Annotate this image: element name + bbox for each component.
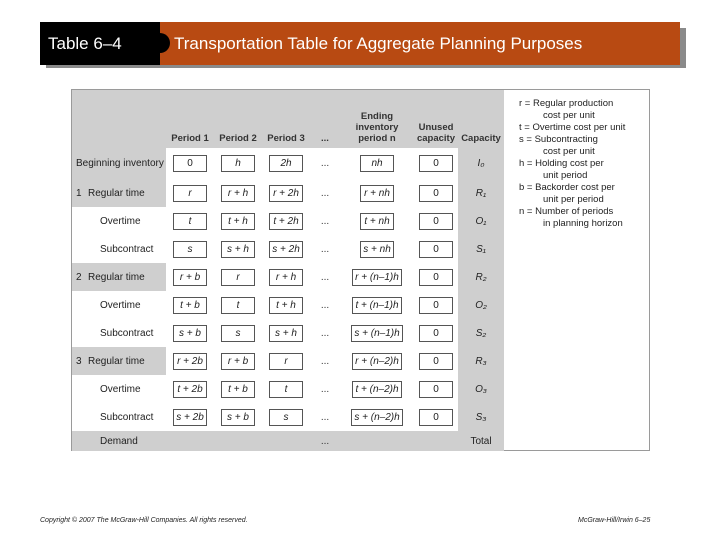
transportation-table [72, 90, 504, 451]
cost-value: 2h [269, 155, 303, 172]
cost-cell [262, 375, 310, 403]
table-row [72, 375, 504, 403]
cost-value: t + h [221, 213, 255, 230]
cost-value: s + 2h [269, 241, 303, 258]
cost-value: 0 [419, 353, 453, 370]
capacity-value: R₁ [475, 187, 487, 199]
demand-cell [262, 431, 310, 451]
column-header: Unused capacity [414, 90, 458, 148]
cost-cell [414, 347, 458, 375]
row-label [72, 148, 166, 179]
cost-cell [166, 403, 214, 431]
cost-value: s + (n–1)h [351, 325, 402, 342]
table-row [72, 148, 504, 179]
cost-cell [414, 263, 458, 291]
cost-cell [340, 148, 414, 179]
row-label-text: Regular time [88, 187, 145, 199]
capacity-value: R₂ [475, 271, 487, 283]
cost-value: t + (n–1)h [352, 297, 401, 314]
cost-cell [340, 403, 414, 431]
row-label [72, 179, 166, 207]
cost-cell [340, 375, 414, 403]
legend-entry [519, 122, 649, 133]
cost-cell [340, 207, 414, 235]
transportation-table-figure [71, 89, 650, 451]
page-number: McGraw-Hill/Irwin 6–25 [578, 517, 651, 524]
capacity-value: O₂ [475, 299, 487, 311]
cost-value: t [173, 213, 207, 230]
row-label-text: Regular time [88, 355, 145, 367]
legend-entry [519, 206, 649, 229]
table-row [72, 207, 504, 235]
table-row [72, 403, 504, 431]
capacity-cell [458, 291, 504, 319]
cost-cell [340, 235, 414, 263]
cost-value: 0 [419, 381, 453, 398]
header-bullet [150, 33, 170, 53]
cost-cell [414, 291, 458, 319]
cost-cell [262, 179, 310, 207]
capacity-cell [458, 235, 504, 263]
cost-value: nh [360, 155, 394, 172]
demand-cell [166, 431, 214, 451]
cost-value: r + b [221, 353, 255, 370]
capacity-cell [458, 347, 504, 375]
cost-cell [414, 319, 458, 347]
cost-cell [310, 179, 340, 207]
cost-value: r + (n–2)h [352, 353, 402, 370]
ellipsis: ... [320, 158, 330, 169]
cost-cell [214, 319, 262, 347]
legend-line: unit per period [543, 194, 604, 205]
cost-value: 0 [419, 241, 453, 258]
ellipsis: ... [320, 215, 330, 227]
column-header: Period 2 [214, 90, 262, 148]
cost-value: t [221, 297, 255, 314]
row-label-text: Subcontract [100, 411, 154, 423]
legend-line: s = Subcontracting [519, 134, 598, 145]
cost-value: r [269, 353, 303, 370]
ellipsis: ... [320, 187, 330, 199]
row-label-text: Overtime [100, 299, 141, 311]
row-label-text: Overtime [100, 215, 141, 227]
column-header: ... [310, 90, 340, 148]
legend-line: r = Regular production [519, 98, 614, 109]
cost-cell [166, 291, 214, 319]
copyright-text: Copyright © 2007 The McGraw-Hill Companies. All rights reserved. [40, 517, 248, 524]
cost-value: t + b [173, 297, 207, 314]
row-label [72, 207, 166, 235]
table-header-row [72, 90, 504, 148]
cost-cell [166, 179, 214, 207]
cost-cell [262, 347, 310, 375]
cost-value: r + h [269, 269, 303, 286]
table-row [72, 263, 504, 291]
cost-cell [166, 207, 214, 235]
cost-value: s + h [269, 325, 303, 342]
cost-cell [214, 291, 262, 319]
cost-value: 0 [419, 269, 453, 286]
row-label-text: Regular time [88, 271, 145, 283]
period-number: 1 [76, 187, 82, 199]
cost-value: s + h [221, 241, 255, 258]
cost-cell [214, 263, 262, 291]
cost-value: s + (n–2)h [351, 409, 402, 426]
cost-cell [262, 207, 310, 235]
table-row [72, 235, 504, 263]
row-label [72, 375, 166, 403]
demand-label: Demand [72, 431, 166, 451]
capacity-value: O₃ [475, 383, 487, 395]
cost-cell [310, 375, 340, 403]
capacity-value: S₁ [476, 243, 486, 255]
cost-cell [340, 263, 414, 291]
cost-value: t + b [221, 381, 255, 398]
legend-line: n = Number of periods [519, 206, 614, 217]
cost-cell [214, 148, 262, 179]
cost-value: t + h [269, 297, 303, 314]
table-number-label: Table 6–4 [40, 22, 160, 65]
cost-cell [414, 403, 458, 431]
cost-value: r + (n–1)h [352, 269, 402, 286]
table-row [72, 319, 504, 347]
cost-cell [214, 347, 262, 375]
row-label-text: Subcontract [100, 243, 154, 255]
ellipsis: ... [320, 271, 330, 283]
cost-cell [262, 235, 310, 263]
total-label: Total [458, 431, 504, 451]
cost-value: t + nh [360, 213, 394, 230]
cost-cell [262, 148, 310, 179]
legend-line: unit period [543, 170, 588, 181]
cost-value: 0 [419, 185, 453, 202]
legend-line: h = Holding cost per [519, 158, 604, 169]
cost-cell [214, 179, 262, 207]
cost-value: t + 2h [269, 213, 303, 230]
legend-line: b = Backorder cost per [519, 182, 615, 193]
legend-entry [519, 134, 649, 157]
legend-line: in planning horizon [543, 218, 623, 229]
cost-cell [214, 403, 262, 431]
capacity-value: R₃ [475, 355, 487, 367]
cost-cell [166, 319, 214, 347]
cost-value: s [221, 325, 255, 342]
table-row [72, 291, 504, 319]
cost-legend [519, 98, 649, 230]
cost-value: r + nh [360, 185, 394, 202]
cost-value: r + h [221, 185, 255, 202]
cost-cell [262, 263, 310, 291]
column-header: Period 1 [166, 90, 214, 148]
page-title: Transportation Table for Aggregate Planning Purposes [160, 22, 680, 65]
ellipsis: ... [320, 327, 330, 339]
cost-value: t + (n–2)h [352, 381, 401, 398]
capacity-value: S₃ [475, 411, 487, 423]
cost-value: s [269, 409, 303, 426]
legend-entry [519, 98, 649, 121]
column-header: Capacity [458, 90, 504, 148]
capacity-cell [458, 375, 504, 403]
period-number: 3 [76, 355, 82, 367]
cost-value: s + b [173, 325, 207, 342]
cost-value: r + b [173, 269, 207, 286]
ellipsis: ... [320, 299, 330, 311]
cost-cell [166, 263, 214, 291]
cost-cell [166, 235, 214, 263]
cost-cell [414, 375, 458, 403]
capacity-cell [458, 207, 504, 235]
period-number: 2 [76, 271, 82, 283]
cost-cell [214, 235, 262, 263]
cost-cell [414, 179, 458, 207]
legend-entry [519, 158, 649, 181]
row-label [72, 263, 166, 291]
cost-value: r [173, 185, 207, 202]
capacity-cell [458, 148, 504, 179]
row-label [72, 403, 166, 431]
cost-value: h [221, 155, 255, 172]
cost-value: 0 [419, 297, 453, 314]
row-label-text: Beginning inventory [76, 158, 164, 169]
cost-value: 0 [419, 325, 453, 342]
demand-cell [340, 431, 414, 451]
legend-line: t = Overtime cost per unit [519, 122, 626, 133]
demand-cell [414, 431, 458, 451]
cost-cell [340, 291, 414, 319]
capacity-value: S₂ [475, 327, 487, 339]
column-header: Ending inventory period n [340, 90, 414, 148]
cost-cell [414, 207, 458, 235]
cost-value: s + b [221, 409, 255, 426]
cost-value: s + nh [360, 241, 394, 258]
cost-cell [310, 148, 340, 179]
demand-cell [214, 431, 262, 451]
cost-cell [310, 263, 340, 291]
cost-value: 0 [419, 409, 453, 426]
column-header: Period 3 [262, 90, 310, 148]
cost-value: r + 2h [269, 185, 303, 202]
capacity-value: O₁ [475, 215, 487, 227]
demand-row [72, 431, 504, 451]
cost-cell [340, 319, 414, 347]
cost-cell [166, 148, 214, 179]
cost-value: t + 2b [173, 381, 207, 398]
row-label [72, 347, 166, 375]
cost-cell [310, 319, 340, 347]
table-row [72, 347, 504, 375]
capacity-cell [458, 179, 504, 207]
cost-cell [310, 291, 340, 319]
capacity-cell [458, 319, 504, 347]
capacity-value: I₀ [477, 158, 485, 169]
demand-ellipsis: ... [310, 431, 340, 451]
legend-line: cost per unit [543, 146, 595, 157]
cost-cell [166, 375, 214, 403]
row-label [72, 291, 166, 319]
legend-entry [519, 182, 649, 205]
cost-cell [166, 347, 214, 375]
row-label [72, 235, 166, 263]
cost-cell [262, 319, 310, 347]
capacity-cell [458, 403, 504, 431]
row-label-text: Overtime [100, 383, 141, 395]
ellipsis: ... [320, 383, 330, 395]
cost-value: r [221, 269, 255, 286]
cost-cell [262, 291, 310, 319]
cost-value: 0 [419, 155, 453, 172]
row-label-text: Subcontract [100, 327, 154, 339]
cost-value: s + 2b [173, 409, 207, 426]
cost-cell [310, 347, 340, 375]
cost-cell [340, 347, 414, 375]
cost-value: s [173, 241, 207, 258]
table-row [72, 179, 504, 207]
cost-value: t [269, 381, 303, 398]
ellipsis: ... [320, 411, 330, 423]
cost-cell [310, 403, 340, 431]
cost-value: r + 2b [173, 353, 207, 370]
capacity-cell [458, 263, 504, 291]
row-label [72, 319, 166, 347]
cost-value: 0 [173, 155, 207, 172]
cost-cell [340, 179, 414, 207]
cost-cell [414, 148, 458, 179]
cost-cell [214, 207, 262, 235]
header-corner [72, 90, 166, 148]
cost-cell [414, 235, 458, 263]
cost-cell [310, 207, 340, 235]
ellipsis: ... [320, 355, 330, 367]
legend-line: cost per unit [543, 110, 595, 121]
cost-cell [310, 235, 340, 263]
cost-cell [214, 375, 262, 403]
ellipsis: ... [320, 243, 330, 255]
cost-cell [262, 403, 310, 431]
cost-value: 0 [419, 213, 453, 230]
